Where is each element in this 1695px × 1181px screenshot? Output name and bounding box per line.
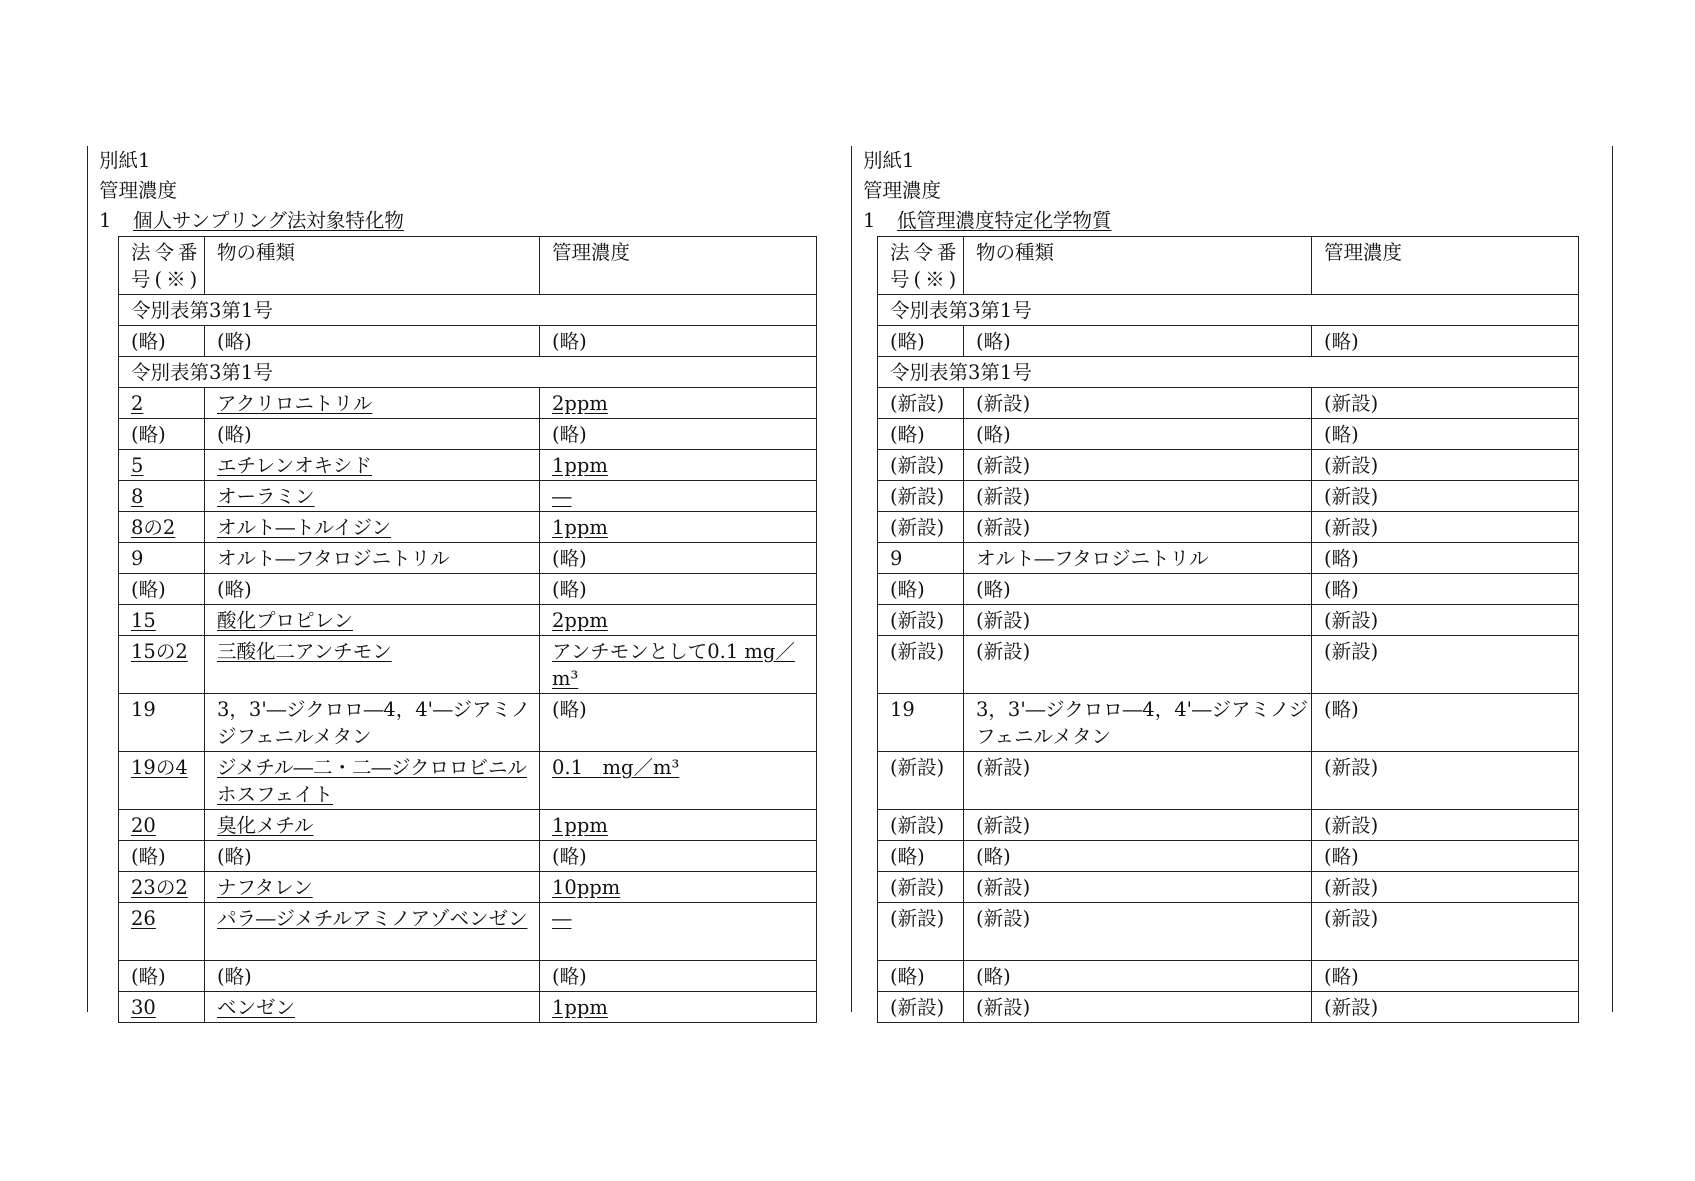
law-number-cell: (新設) <box>878 903 964 961</box>
substance-name-cell: (略) <box>205 326 540 357</box>
table-row <box>878 326 1579 357</box>
table-row <box>878 574 1579 605</box>
attachment-label: 別紙1 <box>863 149 915 172</box>
table-row <box>878 752 1579 810</box>
substance-name-cell: 3，3'―ジクロロ―4，4'―ジアミノジフェニルメタン <box>205 694 540 752</box>
column-header-number: 法令番号(※) <box>878 237 964 295</box>
concentration-cell: ― <box>540 481 817 512</box>
concentration-cell: 1ppm <box>540 450 817 481</box>
substance-name-cell: アクリロニトリル <box>205 388 540 419</box>
substance-name-cell: 3，3'―ジクロロ―4，4'―ジアミノジフェニルメタン <box>964 694 1312 752</box>
concentration-cell: (新設) <box>1312 992 1579 1023</box>
substance-name-cell: (新設) <box>964 903 1312 961</box>
document-title: 管理濃度 <box>863 179 942 202</box>
group-label: 令別表第3第1号 <box>119 295 817 326</box>
table-row <box>119 872 817 903</box>
concentration-cell: (略) <box>1312 574 1579 605</box>
section-heading <box>852 206 1612 236</box>
table-header-row <box>878 237 1579 295</box>
column-header-concentration: 管理濃度 <box>540 237 817 295</box>
concentration-cell: 2ppm <box>540 388 817 419</box>
law-number-cell: (新設) <box>878 992 964 1023</box>
concentration-cell: (略) <box>1312 694 1579 752</box>
concentration-cell: (新設) <box>1312 903 1579 961</box>
section-number: 1 <box>99 209 112 232</box>
substance-name-cell: (新設) <box>964 450 1312 481</box>
table-row <box>119 841 817 872</box>
table-row <box>119 992 817 1023</box>
substance-name-cell: パラ―ジメチルアミノアゾベンゼン <box>205 903 540 961</box>
section-title: 個人サンプリング法対象特化物 <box>133 209 404 232</box>
law-number-cell: 26 <box>119 903 205 961</box>
attachment-label: 別紙1 <box>99 149 151 172</box>
concentration-cell: (略) <box>1312 419 1579 450</box>
law-number-cell: (新設) <box>878 481 964 512</box>
table-row <box>878 450 1579 481</box>
table-row <box>878 543 1579 574</box>
table-row <box>119 481 817 512</box>
law-number-cell: 19の4 <box>119 752 205 810</box>
law-number-cell: 8 <box>119 481 205 512</box>
table-row <box>878 810 1579 841</box>
substance-name-cell: 酸化プロピレン <box>205 605 540 636</box>
law-number-cell: (略) <box>878 326 964 357</box>
law-number-cell: (略) <box>119 961 205 992</box>
table-row <box>878 903 1579 961</box>
law-number-cell: 15 <box>119 605 205 636</box>
concentration-cell: (新設) <box>1312 450 1579 481</box>
table-row <box>119 512 817 543</box>
concentration-cell: (略) <box>540 419 817 450</box>
concentration-cell: アンチモンとして0.1 mg／m³ <box>540 636 817 694</box>
substance-name-cell: (新設) <box>964 605 1312 636</box>
table-row <box>878 841 1579 872</box>
table-row <box>119 694 817 752</box>
law-number-cell: 30 <box>119 992 205 1023</box>
table-row <box>878 481 1579 512</box>
table-row <box>878 512 1579 543</box>
concentration-cell: (新設) <box>1312 872 1579 903</box>
table-row <box>119 574 817 605</box>
table-row <box>119 326 817 357</box>
table-row <box>119 903 817 961</box>
concentration-cell: (新設) <box>1312 481 1579 512</box>
substance-name-cell: (新設) <box>964 752 1312 810</box>
table-group-row <box>119 357 817 388</box>
table-row <box>878 694 1579 752</box>
concentration-cell: (略) <box>540 326 817 357</box>
table-row <box>119 388 817 419</box>
table-row <box>119 450 817 481</box>
law-number-cell: (略) <box>119 841 205 872</box>
substance-name-cell: (新設) <box>964 512 1312 543</box>
concentration-cell: (略) <box>540 543 817 574</box>
law-number-cell: (新設) <box>878 872 964 903</box>
table-row <box>119 961 817 992</box>
concentration-cell: (新設) <box>1312 605 1579 636</box>
concentration-cell: (略) <box>540 961 817 992</box>
law-number-cell: (新設) <box>878 810 964 841</box>
concentration-cell: 1ppm <box>540 810 817 841</box>
group-label: 令別表第3第1号 <box>878 357 1579 388</box>
concentration-cell: ― <box>540 903 817 961</box>
law-number-cell: 19 <box>119 694 205 752</box>
concentration-cell: (略) <box>1312 841 1579 872</box>
concentration-cell: (略) <box>540 841 817 872</box>
concentration-cell: 2ppm <box>540 605 817 636</box>
law-number-cell: (略) <box>878 574 964 605</box>
concentration-table <box>877 236 1579 1023</box>
table-row <box>119 810 817 841</box>
table-group-row <box>878 295 1579 326</box>
column-header-substance: 物の種類 <box>964 237 1312 295</box>
table-row <box>878 992 1579 1023</box>
law-number-cell: (新設) <box>878 636 964 694</box>
law-number-cell: (略) <box>878 419 964 450</box>
law-number-cell: (略) <box>119 419 205 450</box>
group-label: 令別表第3第1号 <box>119 357 817 388</box>
concentration-cell: (略) <box>540 694 817 752</box>
law-number-cell: (略) <box>119 326 205 357</box>
concentration-table <box>118 236 817 1023</box>
table-row <box>878 419 1579 450</box>
concentration-cell: 1ppm <box>540 512 817 543</box>
substance-name-cell: ジメチル―二・二―ジクロロビニルホスフェイト <box>205 752 540 810</box>
substance-name-cell: 三酸化二アンチモン <box>205 636 540 694</box>
column-header-substance: 物の種類 <box>205 237 540 295</box>
substance-name-cell: (新設) <box>964 992 1312 1023</box>
concentration-cell: (略) <box>540 574 817 605</box>
table-group-row <box>119 295 817 326</box>
law-number-cell: 9 <box>119 543 205 574</box>
substance-name-cell: (略) <box>205 961 540 992</box>
law-number-cell: 20 <box>119 810 205 841</box>
table-row <box>878 388 1579 419</box>
substance-name-cell: 臭化メチル <box>205 810 540 841</box>
substance-name-cell: (略) <box>964 574 1312 605</box>
table-row <box>878 961 1579 992</box>
law-number-cell: 2 <box>119 388 205 419</box>
concentration-cell: 0.1 mg／m³ <box>540 752 817 810</box>
law-number-cell: (略) <box>878 961 964 992</box>
table-row <box>119 419 817 450</box>
substance-name-cell: ベンゼン <box>205 992 540 1023</box>
law-number-cell: (新設) <box>878 752 964 810</box>
law-number-cell: 5 <box>119 450 205 481</box>
substance-name-cell: (略) <box>964 326 1312 357</box>
table-row <box>119 605 817 636</box>
table-row <box>119 636 817 694</box>
substance-name-cell: (新設) <box>964 481 1312 512</box>
substance-name-cell: (略) <box>205 841 540 872</box>
law-number-cell: (新設) <box>878 450 964 481</box>
right-column-new-text <box>851 146 1613 1019</box>
section-number: 1 <box>863 209 876 232</box>
concentration-cell: 1ppm <box>540 992 817 1023</box>
law-number-cell: 19 <box>878 694 964 752</box>
substance-name-cell: オルト―トルイジン <box>205 512 540 543</box>
section-title: 低管理濃度特定化学物質 <box>897 209 1112 232</box>
law-number-cell: (略) <box>878 841 964 872</box>
concentration-cell: (略) <box>1312 326 1579 357</box>
concentration-cell: (略) <box>1312 543 1579 574</box>
group-label: 令別表第3第1号 <box>878 295 1579 326</box>
concentration-cell: (新設) <box>1312 512 1579 543</box>
table-row <box>119 752 817 810</box>
substance-name-cell: (略) <box>964 841 1312 872</box>
law-number-cell: (略) <box>119 574 205 605</box>
column-header-number: 法令番号(※) <box>119 237 205 295</box>
law-number-cell: 23の2 <box>119 872 205 903</box>
substance-name-cell: (略) <box>205 419 540 450</box>
column-header-concentration: 管理濃度 <box>1312 237 1579 295</box>
table-row <box>878 605 1579 636</box>
substance-name-cell: (新設) <box>964 636 1312 694</box>
substance-name-cell: (略) <box>205 574 540 605</box>
law-number-cell: (新設) <box>878 512 964 543</box>
concentration-cell: (略) <box>1312 961 1579 992</box>
law-number-cell: (新設) <box>878 388 964 419</box>
concentration-cell: (新設) <box>1312 752 1579 810</box>
substance-name-cell: オルト―フタロジニトリル <box>964 543 1312 574</box>
table-header-row <box>119 237 817 295</box>
law-number-cell: 9 <box>878 543 964 574</box>
substance-name-cell: ナフタレン <box>205 872 540 903</box>
substance-name-cell: (新設) <box>964 810 1312 841</box>
substance-name-cell: (新設) <box>964 872 1312 903</box>
substance-name-cell: (略) <box>964 419 1312 450</box>
law-number-cell: 15の2 <box>119 636 205 694</box>
table-row <box>878 872 1579 903</box>
substance-name-cell: オーラミン <box>205 481 540 512</box>
substance-name-cell: オルト―フタロジニトリル <box>205 543 540 574</box>
left-column-old-text <box>87 146 818 1019</box>
concentration-cell: (新設) <box>1312 388 1579 419</box>
table-row <box>878 636 1579 694</box>
section-heading <box>88 206 818 236</box>
document-title: 管理濃度 <box>99 179 178 202</box>
substance-name-cell: (新設) <box>964 388 1312 419</box>
table-group-row <box>878 357 1579 388</box>
substance-name-cell: (略) <box>964 961 1312 992</box>
table-row <box>119 543 817 574</box>
concentration-cell: 10ppm <box>540 872 817 903</box>
law-number-cell: (新設) <box>878 605 964 636</box>
concentration-cell: (新設) <box>1312 810 1579 841</box>
law-number-cell: 8の2 <box>119 512 205 543</box>
substance-name-cell: エチレンオキシド <box>205 450 540 481</box>
concentration-cell: (新設) <box>1312 636 1579 694</box>
